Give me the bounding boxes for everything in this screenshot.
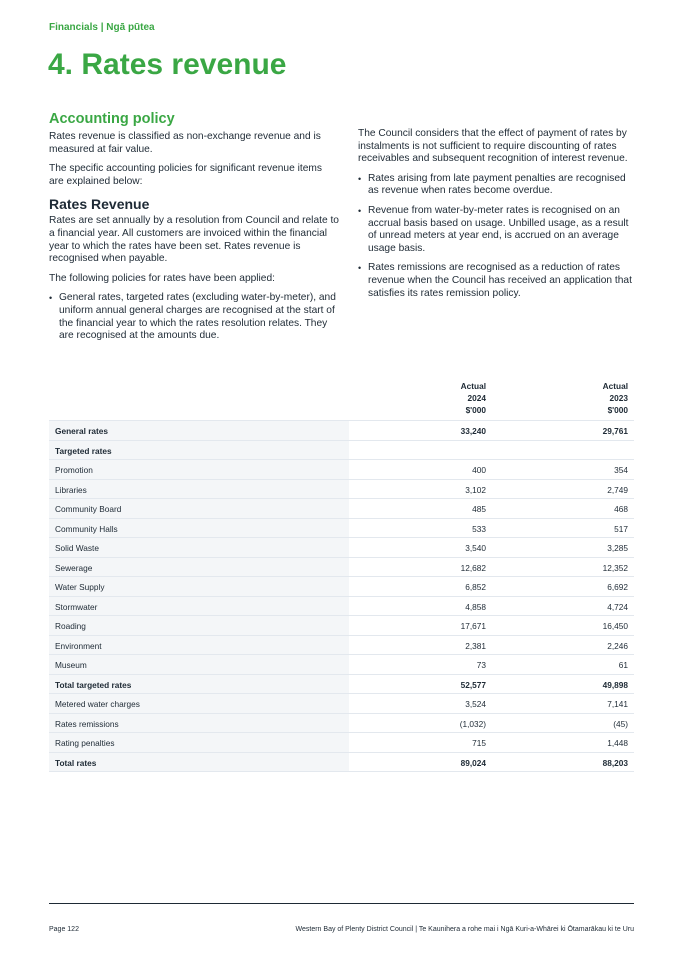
row-label: Metered water charges (55, 699, 140, 709)
table-row (49, 519, 634, 539)
value-2024: 17,671 (460, 621, 486, 631)
section-name-maori: Ngā pūtea (106, 22, 155, 33)
header-line: $'000 (465, 405, 486, 415)
header-line: 2023 (609, 393, 628, 403)
row-label: Environment (55, 640, 102, 651)
left-column (49, 110, 339, 350)
footer-divider (49, 903, 634, 904)
row-label: Targeted rates (55, 445, 112, 456)
value-2024: 533 (472, 523, 486, 534)
policy-bullet: • Rates arising from late payment penalties are recognised as revenue when rates become overdue. (358, 173, 638, 198)
right-column (358, 128, 638, 307)
header-line: 2024 (467, 393, 486, 403)
value-2024: 485 (472, 504, 486, 514)
section-separator: | (100, 22, 104, 33)
row-label: Museum (55, 660, 87, 670)
column-header-2023 (548, 380, 628, 416)
page-number: Page 122 (49, 926, 79, 933)
table-row (49, 480, 634, 500)
value-2023: 7,141 (607, 699, 628, 709)
paragraph: Rates are set annually by a resolution from Council and relate to a financial year. All customers are invoiced within the financial year to which the rates have been set. Rates revenue is recognised when payable. (49, 215, 339, 265)
row-label: Total rates (55, 757, 97, 768)
table-row (49, 694, 634, 714)
value-2024: 12,682 (460, 562, 486, 573)
page-title: 4. Rates revenue (48, 48, 287, 81)
value-2023: 468 (614, 504, 628, 514)
policy-list (49, 292, 339, 342)
value-2023: 16,450 (602, 621, 628, 631)
value-2024: 33,240 (460, 426, 486, 436)
row-label: Roading (55, 621, 86, 631)
row-label: Rates remissions (55, 718, 119, 729)
row-shade (49, 480, 349, 499)
value-2024: 3,540 (465, 543, 486, 553)
row-label: Sewerage (55, 562, 93, 573)
header-line: Actual (460, 381, 486, 391)
value-2023: 6,692 (607, 582, 628, 592)
paragraph: The following policies for rates have been applied: (49, 272, 275, 284)
value-2023: 2,749 (607, 484, 628, 495)
value-2024: 400 (472, 465, 486, 475)
paragraph: The Council considers that the effect of payment of rates by instalments is not sufficient to require discounting of rates receivables and subsequent recognition of interest revenue. (358, 128, 628, 165)
value-2024: 89,024 (460, 757, 486, 768)
table-row (49, 499, 634, 519)
table-row (49, 616, 634, 636)
table-row (49, 675, 634, 695)
value-2024: 715 (472, 738, 486, 748)
row-label: Water Supply (55, 582, 105, 592)
value-2023: 12,352 (602, 562, 628, 573)
value-2024: 6,852 (465, 582, 486, 592)
value-2023: 354 (614, 465, 628, 475)
table-row (49, 460, 634, 480)
header-line: Actual (602, 381, 628, 391)
row-label: General rates (55, 426, 109, 436)
table-header (49, 380, 634, 420)
value-2023: 2,246 (607, 640, 628, 651)
header-line: $'000 (607, 405, 628, 415)
value-2023: (45) (613, 718, 628, 729)
value-2023: 517 (614, 523, 628, 534)
table-row (49, 753, 634, 773)
row-label: Promotion (55, 465, 93, 475)
policy-list (358, 173, 638, 300)
value-2024: 3,524 (465, 699, 486, 709)
value-2024: 52,577 (460, 679, 486, 690)
table-row (49, 636, 634, 656)
table-row (49, 733, 634, 753)
table-row (49, 714, 634, 734)
value-2024: 4,858 (465, 601, 486, 612)
value-2023: 88,203 (602, 757, 628, 768)
row-label: Libraries (55, 484, 87, 495)
policy-bullet: • General rates, targeted rates (excluding water-by-meter), and uniform annual general charges are recognised at the start of the financial year to which the rates resolution relates. They are recognised at the amounts due. (49, 292, 339, 342)
row-shade (49, 460, 349, 479)
table-row (49, 420, 634, 441)
row-label: Community Halls (55, 523, 118, 534)
paragraph: Rates revenue is classified as non-exchange revenue and is measured at fair value. (49, 131, 321, 155)
value-2024: 2,381 (465, 640, 486, 651)
value-2023: 4,724 (607, 601, 628, 612)
row-label: Rating penalties (55, 738, 115, 748)
row-label: Solid Waste (55, 543, 99, 553)
policy-bullet: • Revenue from water-by-meter rates is recognised on an accrual basis based on usage. Unbilled usage, as a result of unread meters at year end, is accrued on an average usage basis. (358, 205, 638, 255)
rates-table (49, 380, 634, 772)
value-2024: 3,102 (465, 484, 486, 495)
table-row (49, 655, 634, 675)
accounting-policy-heading: Accounting policy (49, 111, 175, 127)
row-label: Total targeted rates (55, 679, 132, 690)
row-shade (49, 655, 349, 674)
section-label (49, 22, 155, 33)
paragraph: The specific accounting policies for significant revenue items are explained below: (49, 163, 322, 187)
rates-revenue-subheading: Rates Revenue (49, 196, 150, 213)
table-body (49, 420, 634, 772)
table-row (49, 597, 634, 617)
row-shade (49, 558, 349, 577)
table-row (49, 441, 634, 461)
policy-bullet: • Rates remissions are recognised as a reduction of rates revenue when the Council has received an application that satisfies its rates remission policy. (358, 262, 638, 300)
footer-organisation: Western Bay of Plenty District Council | Te Kaunihera a rohe mai i Ngā Kuri-a-Whārei ki Ōtamarākau ki te Uru (295, 926, 634, 933)
table-row (49, 538, 634, 558)
value-2024: (1,032) (459, 718, 486, 729)
row-label: Community Board (55, 504, 122, 514)
value-2023: 29,761 (602, 426, 628, 436)
value-2023: 3,285 (607, 543, 628, 553)
value-2023: 1,448 (607, 738, 628, 748)
row-shade (49, 616, 349, 635)
column-header-2024 (406, 380, 486, 416)
value-2023: 61 (618, 660, 628, 670)
table-row (49, 558, 634, 578)
row-label: Stormwater (55, 601, 98, 612)
table-row (49, 577, 634, 597)
value-2024: 73 (476, 660, 486, 670)
value-2023: 49,898 (602, 679, 628, 690)
section-name: Financials (49, 22, 98, 33)
